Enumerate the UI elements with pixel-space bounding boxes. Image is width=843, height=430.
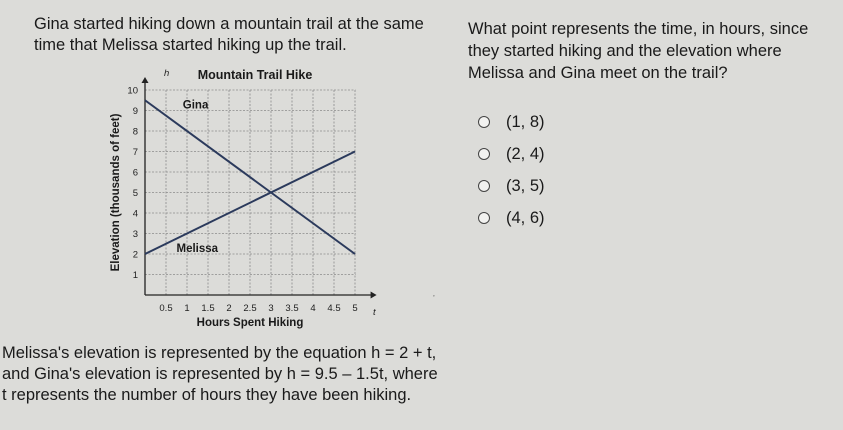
y-tick-label: 9 [132, 106, 138, 117]
radio-d[interactable] [478, 212, 490, 224]
choice-d[interactable] [478, 202, 545, 234]
x-tick-label: 1.5 [201, 303, 215, 314]
x-tick-label: 2 [226, 303, 232, 314]
series-label-gina: Gina [182, 99, 209, 112]
x-axis-label: Hours Spent Hiking [196, 317, 304, 329]
y-axis-label: Elevation (thousands of feet) [110, 113, 122, 272]
y-tick-label: 2 [132, 249, 138, 261]
x-tick-label: 5 [352, 303, 358, 314]
y-tick-label: 3 [132, 229, 138, 240]
choice-b[interactable] [478, 138, 545, 170]
x-tick-label: 4 [310, 303, 316, 314]
y-tick-label: 8 [132, 126, 138, 138]
equation-description: Melissa's elevation is represented by the equation h = 2 + t, and Gina's elevation is represented by h = 9.5 – 1.5t, where t represents the number of hours they have been hiking. [2, 344, 438, 404]
answer-choices [478, 106, 545, 234]
chart-svg [105, 58, 390, 335]
y-axis-arrow [142, 77, 149, 83]
chart-grid [145, 90, 356, 295]
series-label-melissa: Melissa [176, 242, 219, 255]
choice-c-label: (3, 5) [506, 176, 545, 195]
x-tick-label: 1 [184, 303, 190, 314]
y-axis-variable: h [164, 68, 170, 79]
question-text: What point represents the time, in hours, since they started hiking and the elevation where Melissa and Gina meet on the trail? [468, 20, 809, 82]
problem-intro: Gina started hiking down a mountain trail at the same time that Melissa started hiking up the trail. [34, 15, 424, 54]
choice-a-label: (1, 8) [506, 112, 545, 131]
mountain-trail-chart [105, 58, 390, 340]
y-tick-label: 7 [132, 147, 138, 158]
choice-d-label: (4, 6) [506, 208, 545, 227]
y-tick-label: 6 [132, 167, 138, 179]
x-tick-label: 3.5 [285, 303, 299, 314]
stray-mark: ’ [433, 294, 435, 303]
y-tick-label: 5 [132, 188, 138, 199]
chart-ticks [127, 86, 357, 315]
choice-a[interactable] [478, 106, 545, 138]
x-tick-label: 4.5 [327, 303, 341, 314]
x-axis-variable: t [373, 307, 376, 318]
y-tick-label: 10 [127, 85, 138, 97]
radio-b[interactable] [478, 148, 490, 160]
x-tick-label: 0.5 [159, 303, 173, 314]
x-tick-label: 3 [268, 303, 274, 314]
radio-c[interactable] [478, 180, 490, 192]
radio-a[interactable] [478, 116, 490, 128]
choice-b-label: (2, 4) [506, 144, 545, 163]
y-tick-label: 4 [132, 208, 138, 220]
x-axis-arrow [371, 292, 377, 299]
y-tick-label: 1 [132, 270, 138, 281]
choice-c[interactable] [478, 170, 545, 202]
x-tick-label: 2.5 [243, 303, 257, 314]
chart-title: Mountain Trail Hike [197, 68, 313, 82]
